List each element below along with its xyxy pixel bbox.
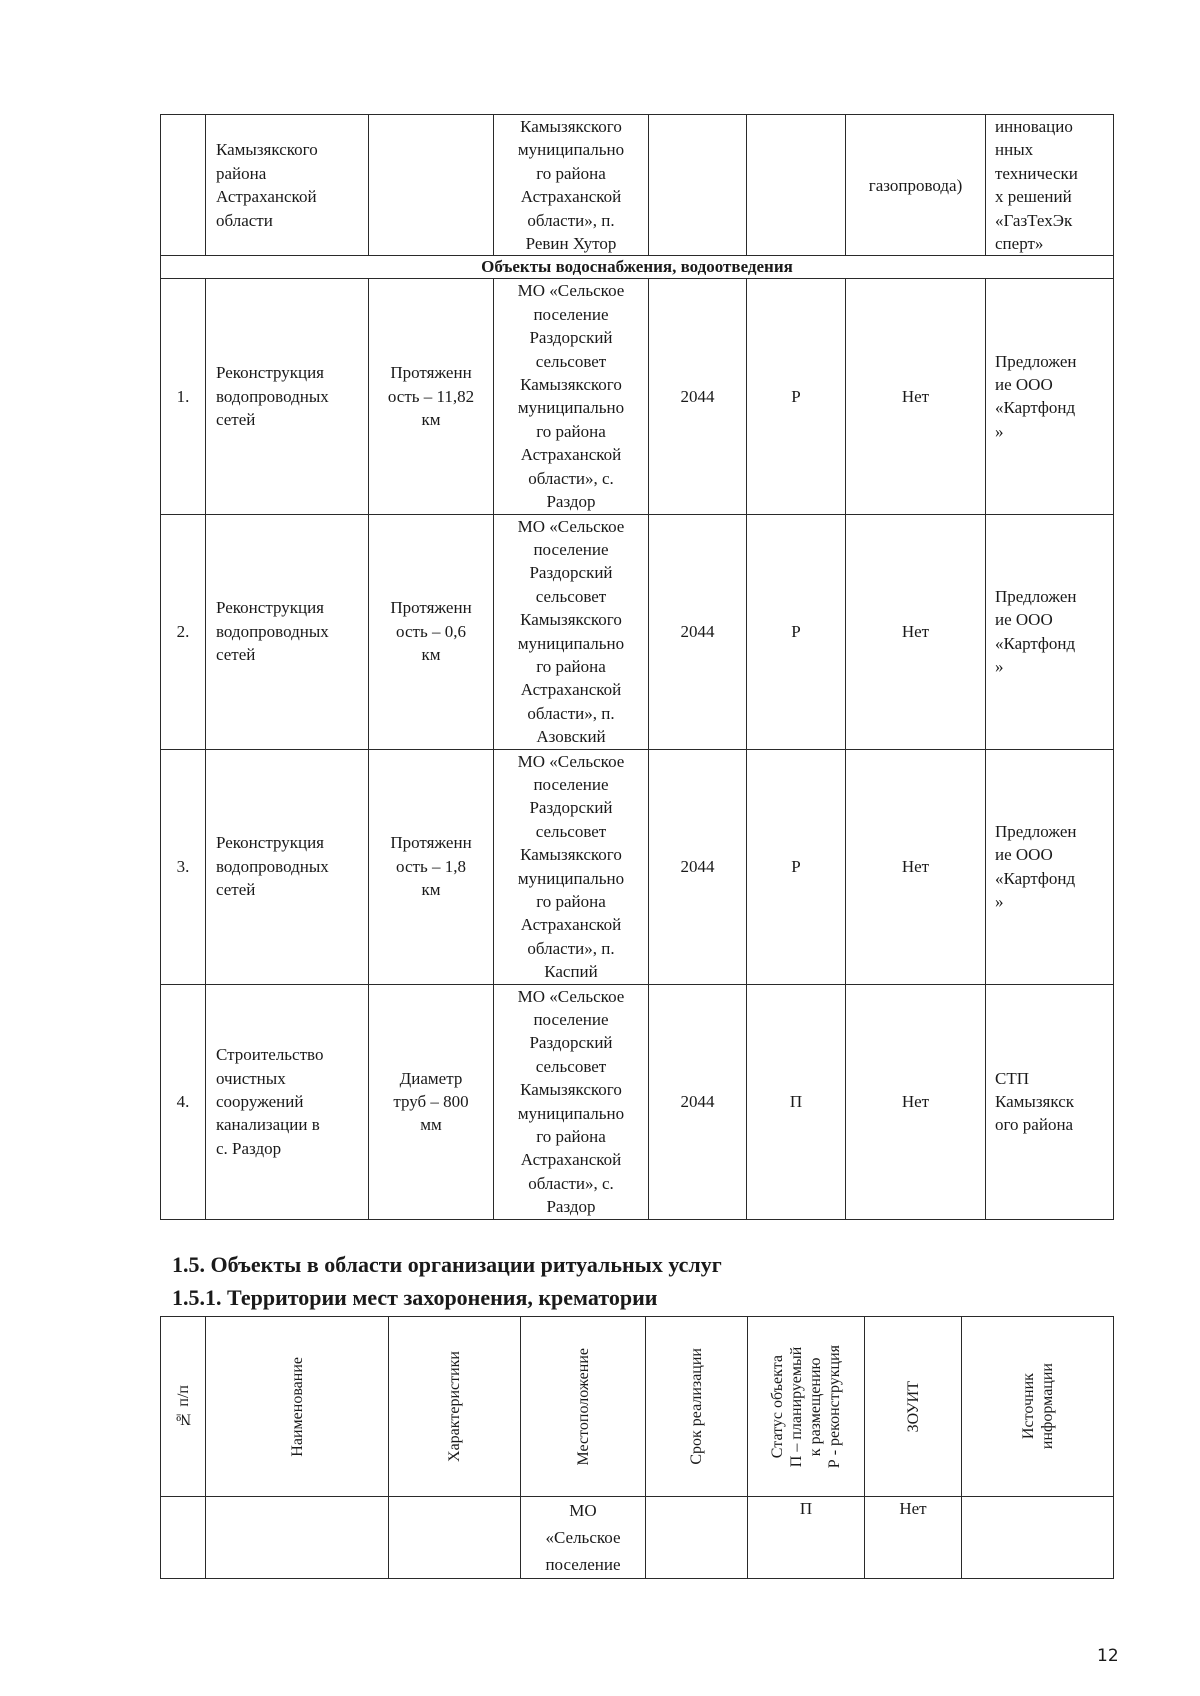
cell-line: области», п. — [527, 938, 615, 958]
cell-line: сооружений — [216, 1091, 304, 1111]
cell-zouit: Нет — [846, 984, 986, 1219]
header-location: Местоположение — [521, 1317, 646, 1497]
cell-zouit: Нет — [846, 514, 986, 749]
cell-line: нных — [995, 140, 1034, 160]
cell-line: Ревин Хутор — [525, 234, 617, 254]
cell-chars — [369, 279, 494, 514]
cell-line: Астраханской — [216, 187, 317, 207]
cell-line: к размещению — [807, 1357, 824, 1456]
table-row — [161, 279, 1114, 514]
cell-chars — [369, 749, 494, 984]
cell-term — [649, 115, 747, 256]
cell-zouit: Нет — [865, 1497, 962, 1579]
table-header-row — [161, 1317, 1114, 1497]
cell-line: Протяженн — [390, 363, 472, 383]
cell-line: » — [995, 892, 1004, 911]
cell-line: сетей — [216, 645, 256, 665]
cell-line: Реконструкция — [216, 598, 325, 618]
cell-line: муниципально — [517, 398, 625, 418]
burial-sites-table — [160, 1316, 1114, 1579]
cell-status: П — [748, 1497, 865, 1579]
cell-status: Р — [747, 279, 846, 514]
cell-line: Предложен — [995, 586, 1077, 606]
objects-table — [160, 114, 1114, 1220]
cell-line: Камызякского — [520, 610, 622, 630]
cell-term — [646, 1497, 748, 1579]
cell-term: 2044 — [649, 984, 747, 1219]
cell-line: поселение — [533, 539, 609, 559]
cell-name — [206, 279, 369, 514]
section-row — [161, 256, 1114, 279]
header-term: Срок реализации — [646, 1317, 748, 1497]
cell-term: 2044 — [649, 749, 747, 984]
cell-location — [494, 115, 649, 256]
cell-line: Каспий — [544, 962, 598, 982]
cell-num: 3. — [161, 749, 206, 984]
cell-line: водопроводных — [216, 621, 329, 641]
cell-line: ие ООО — [995, 375, 1053, 395]
cell-status: Р — [747, 514, 846, 749]
cell-line: «ГазТехЭк — [995, 210, 1073, 230]
cell-line: го района — [536, 1127, 606, 1147]
cell-location — [494, 749, 649, 984]
cell-line: Астраханской — [520, 1150, 622, 1170]
cell-line: области — [216, 210, 273, 230]
cell-line: Камызякского — [520, 375, 622, 395]
cell-line: Азовский — [536, 727, 606, 747]
cell-line: «Картфонд — [995, 633, 1076, 653]
cell-line: Камызякского — [520, 117, 622, 136]
cell-name — [206, 1497, 389, 1579]
cell-name — [206, 749, 369, 984]
table-row — [161, 749, 1114, 984]
cell-line: поселение — [533, 774, 609, 794]
cell-line: Камызякского — [216, 140, 318, 160]
cell-line: Камызякского — [520, 845, 622, 865]
cell-line: Реконструкция — [216, 363, 325, 383]
cell-line: МО — [569, 1501, 597, 1520]
cell-line: ие ООО — [995, 845, 1053, 865]
cell-line: Астраханской — [520, 915, 622, 935]
cell-line: области», п. — [527, 703, 615, 723]
cell-num: 4. — [161, 984, 206, 1219]
cell-line: поселение — [533, 1010, 609, 1030]
cell-line: км — [421, 645, 441, 665]
cell-term: 2044 — [649, 514, 747, 749]
cell-line: го района — [536, 656, 606, 676]
header-chars: Характеристики — [389, 1317, 521, 1497]
cell-line: Раздорский — [529, 798, 613, 818]
cell-term: 2044 — [649, 279, 747, 514]
cell-line: поселение — [533, 304, 609, 324]
cell-num: 2. — [161, 514, 206, 749]
section-heading: 1.5. Объекты в области организации ритуальных услуг — [172, 1252, 722, 1277]
cell-line: области», с. — [528, 468, 614, 488]
cell-line: очистных — [216, 1068, 286, 1088]
cell-source — [986, 279, 1114, 514]
cell-line: Раздорский — [529, 563, 613, 583]
cell-status: П — [747, 984, 846, 1219]
header-source — [962, 1317, 1114, 1497]
cell-line: района — [216, 163, 267, 183]
cell-line: с. Раздор — [216, 1138, 282, 1158]
cell-chars — [369, 115, 494, 256]
table-row — [161, 984, 1114, 1219]
cell-line: сельсовет — [535, 1056, 607, 1076]
cell-source — [962, 1497, 1114, 1579]
cell-line: инновацио — [995, 117, 1073, 136]
cell-chars — [369, 984, 494, 1219]
cell-line: ость – 0,6 — [396, 621, 466, 641]
subsection-heading: 1.5.1. Территории мест захоронения, крематории — [172, 1285, 658, 1310]
cell-line: сельсовет — [535, 586, 607, 606]
cell-zouit: Нет — [846, 279, 986, 514]
cell-chars — [369, 514, 494, 749]
cell-line: Астраханской — [520, 680, 622, 700]
header-status — [748, 1317, 865, 1497]
cell-line: Астраханской — [520, 445, 622, 465]
cell-line: водопроводных — [216, 386, 329, 406]
cell-line: сетей — [216, 880, 256, 900]
cell-line: Камызякск — [995, 1091, 1075, 1111]
cell-line: сельсовет — [535, 351, 607, 371]
cell-line: канализации в — [216, 1115, 320, 1135]
cell-source — [986, 514, 1114, 749]
cell-line: сетей — [216, 410, 256, 430]
cell-num: 1. — [161, 279, 206, 514]
header-name: Наименование — [206, 1317, 389, 1497]
cell-source — [986, 984, 1114, 1219]
cell-line: мм — [420, 1115, 442, 1135]
cell-line: сельсовет — [535, 821, 607, 841]
cell-line: го района — [536, 892, 606, 911]
cell-line: МО «Сельское — [517, 281, 625, 301]
cell-line: Астраханской — [520, 187, 622, 207]
cell-line: Раздорский — [529, 1033, 613, 1053]
cell-line: Строительство — [216, 1045, 324, 1065]
cell-name — [206, 514, 369, 749]
cell-line: муниципально — [517, 868, 625, 888]
cell-zouit: газопровода) — [846, 115, 986, 256]
cell-line: технически — [995, 163, 1078, 183]
cell-line: Предложен — [995, 351, 1077, 371]
cell-line: Протяженн — [390, 598, 472, 618]
cell-line: МО «Сельское — [517, 986, 625, 1006]
cell-line: ость – 11,82 — [387, 386, 475, 406]
cell-line: Статус объекта — [769, 1354, 786, 1459]
cell-line: труб – 800 — [393, 1091, 469, 1111]
cell-line: Предложен — [995, 821, 1077, 841]
cell-line: «Картфонд — [995, 868, 1076, 888]
header-num: № п/п — [161, 1317, 206, 1497]
cell-location — [521, 1497, 646, 1579]
cell-name — [206, 984, 369, 1219]
cell-line: информации — [1038, 1363, 1056, 1450]
cell-line: Протяженн — [390, 833, 472, 853]
cell-location — [494, 514, 649, 749]
cell-line: «Картфонд — [995, 398, 1076, 418]
cell-line: » — [995, 421, 1004, 441]
cell-line: ость – 1,8 — [396, 856, 466, 876]
cell-location — [494, 279, 649, 514]
page-number: 12 — [1097, 1646, 1119, 1666]
cell-num — [161, 1497, 206, 1579]
cell-line: водопроводных — [216, 856, 329, 876]
cell-line: муниципально — [517, 1103, 625, 1123]
section-title: Объекты водоснабжения, водоотведения — [161, 256, 1114, 279]
cell-source — [986, 749, 1114, 984]
cell-line: км — [421, 880, 441, 900]
cell-line: » — [995, 656, 1004, 676]
cell-line: МО «Сельское — [517, 516, 625, 536]
cell-line: Источник — [1019, 1373, 1037, 1440]
cell-line: Раздорский — [529, 328, 613, 348]
cell-line: СТП — [995, 1068, 1029, 1088]
cell-line: Раздор — [546, 1197, 596, 1217]
cell-line: Диаметр — [399, 1068, 463, 1088]
cell-line: го района — [536, 421, 606, 441]
table-row-continuation — [161, 115, 1114, 256]
cell-line: области», с. — [528, 1173, 614, 1193]
cell-line: Р - реконструкция — [826, 1344, 843, 1469]
cell-chars — [389, 1497, 521, 1579]
cell-line: МО «Сельское — [517, 751, 625, 771]
cell-source — [986, 115, 1114, 256]
cell-location — [494, 984, 649, 1219]
table-row — [161, 1497, 1114, 1579]
cell-line: Раздор — [546, 492, 596, 512]
cell-status: Р — [747, 749, 846, 984]
cell-line: П – планируемый — [788, 1346, 805, 1467]
cell-name — [206, 115, 369, 256]
table-row — [161, 514, 1114, 749]
cell-line: х решений — [995, 187, 1072, 207]
cell-line: поселение — [545, 1555, 621, 1574]
cell-line: ие ООО — [995, 610, 1053, 630]
cell-line: го района — [536, 163, 606, 183]
cell-zouit: Нет — [846, 749, 986, 984]
cell-line: «Сельское — [545, 1528, 621, 1547]
cell-line: сперт» — [995, 234, 1044, 254]
cell-line: ого района — [995, 1115, 1074, 1135]
cell-line: муниципально — [517, 140, 625, 160]
cell-line: муниципально — [517, 633, 625, 653]
cell-num — [161, 115, 206, 256]
header-zouit: ЗОУИТ — [865, 1317, 962, 1497]
cell-line: Камызякского — [520, 1080, 622, 1100]
cell-line: Реконструкция — [216, 833, 325, 853]
cell-line: области», п. — [527, 210, 615, 230]
cell-line: км — [421, 410, 441, 430]
cell-status — [747, 115, 846, 256]
